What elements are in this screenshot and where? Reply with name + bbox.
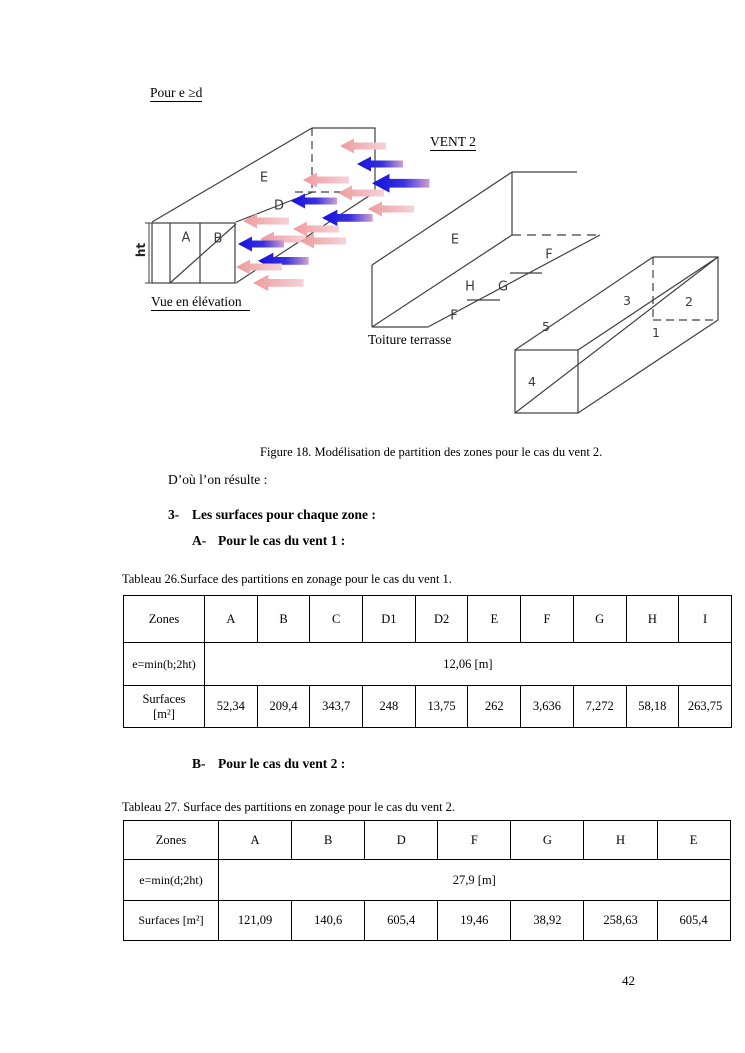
table26-header-cell: I <box>679 596 732 643</box>
table27-surfaces-label: Surfaces [m²] <box>124 901 219 941</box>
table26-header-cell: D2 <box>415 596 468 643</box>
section-b-text: Pour le cas du vent 2 : <box>218 756 346 771</box>
vent2-label <box>430 134 476 150</box>
elevation-caption-text: Vue en élévation <box>151 294 250 311</box>
section-3-marker: 3- <box>168 507 180 522</box>
zone-label-e-box: E <box>259 170 269 186</box>
table26-header-cell: E <box>468 596 521 643</box>
table27-value-cell: 140,6 <box>292 901 365 941</box>
table27-header-cell: H <box>584 821 657 860</box>
table27-header-cell: F <box>438 821 511 860</box>
roof-plan-lines <box>372 172 600 327</box>
table26-e-value: 12,06 [m] <box>205 643 732 686</box>
table27-e-label: e=min(d;2ht) <box>124 860 219 901</box>
table26-header-row <box>124 596 732 643</box>
table27-caption: Tableau 27. Surface des partitions en zonage pour le cas du vent 2. <box>122 800 456 814</box>
surfaces-unit: [m²] <box>153 706 175 721</box>
table27 <box>123 820 731 941</box>
zone-label-a: A <box>181 230 191 246</box>
table26-header-cell: D1 <box>363 596 416 643</box>
table26 <box>123 595 732 728</box>
table26-surfaces-label <box>124 686 205 728</box>
table27-header-cell: D <box>365 821 438 860</box>
section-b-heading <box>192 756 345 772</box>
numbered-box-lines <box>515 257 718 413</box>
table26-value-cell: 7,272 <box>573 686 626 728</box>
roof-zone-g: G <box>497 279 509 295</box>
table27-header-cell: Zones <box>124 821 219 860</box>
face-label-4: 4 <box>528 373 536 389</box>
table26-header-cell: A <box>205 596 258 643</box>
elevation-caption <box>151 294 250 310</box>
table27-value-cell: 121,09 <box>219 901 292 941</box>
table27-header-row <box>124 821 731 860</box>
roof-zone-h: H <box>465 279 475 295</box>
roof-zone-f-top: F <box>545 247 553 263</box>
vent2-text: VENT 2 <box>430 134 476 149</box>
zone-label-b: B <box>213 231 223 247</box>
page-heading <box>150 85 202 101</box>
table26-value-cell: 52,34 <box>205 686 258 728</box>
table26-e-label: e=min(b;2ht) <box>124 643 205 686</box>
figure-caption: Figure 18. Modélisation de partition des zones pour le cas du vent 2. <box>260 445 603 459</box>
ht-dimension-label: ht <box>134 242 148 258</box>
roof-zone-f-bottom: F <box>450 308 458 324</box>
table26-value-cell: 58,18 <box>626 686 679 728</box>
table26-value-cell: 248 <box>363 686 416 728</box>
table27-value-cell: 19,46 <box>438 901 511 941</box>
intro-text: D’où l’on résulte : <box>168 472 268 487</box>
table26-value-cell: 263,75 <box>679 686 732 728</box>
table26-header-cell: Zones <box>124 596 205 643</box>
table26-surfaces-row <box>124 686 732 728</box>
elevation-box-lines <box>145 128 375 283</box>
page-heading-text: Pour e ≥d <box>150 85 203 100</box>
table27-header-cell: E <box>657 821 730 860</box>
table27-header-cell: G <box>511 821 584 860</box>
table26-caption: Tableau 26.Surface des partitions en zonage pour le cas du vent 1. <box>122 572 452 586</box>
table27-value-cell: 258,63 <box>584 901 657 941</box>
zone-label-d-box: D <box>273 198 285 214</box>
table26-header-cell: H <box>626 596 679 643</box>
table26-header-cell: F <box>521 596 574 643</box>
face-label-5: 5 <box>542 318 550 334</box>
table26-value-cell: 209,4 <box>257 686 310 728</box>
table27-e-row <box>124 860 731 901</box>
table27-header-cell: A <box>219 821 292 860</box>
face-label-3: 3 <box>623 292 631 308</box>
table26-header-cell: G <box>573 596 626 643</box>
face-label-2: 2 <box>685 293 693 309</box>
page-number: 42 <box>622 973 635 988</box>
figure-18-diagram <box>0 0 745 440</box>
table26-header-cell: B <box>257 596 310 643</box>
table27-value-cell: 605,4 <box>657 901 730 941</box>
section-3-heading <box>168 507 376 523</box>
table26-value-cell: 343,7 <box>310 686 363 728</box>
section-a-text: Pour le cas du vent 1 : <box>218 533 346 548</box>
table27-header-cell: B <box>292 821 365 860</box>
section-b-marker: B- <box>192 756 206 771</box>
table27-e-value: 27,9 [m] <box>219 860 731 901</box>
section-a-marker: A- <box>192 533 207 548</box>
table27-surfaces-row <box>124 901 731 941</box>
table27-value-cell: 605,4 <box>365 901 438 941</box>
table26-value-cell: 262 <box>468 686 521 728</box>
section-a-heading <box>192 533 345 549</box>
table26-e-row <box>124 643 732 686</box>
roof-zone-e: E <box>450 232 460 248</box>
table27-value-cell: 38,92 <box>511 901 584 941</box>
table26-header-cell: C <box>310 596 363 643</box>
face-label-1: 1 <box>652 324 660 340</box>
wind-arrows <box>236 139 430 292</box>
table26-value-cell: 13,75 <box>415 686 468 728</box>
roof-caption: Toiture terrasse <box>368 332 452 347</box>
surfaces-word: Surfaces <box>142 691 186 706</box>
section-3-text: Les surfaces pour chaque zone : <box>192 507 376 522</box>
table26-value-cell: 3,636 <box>521 686 574 728</box>
